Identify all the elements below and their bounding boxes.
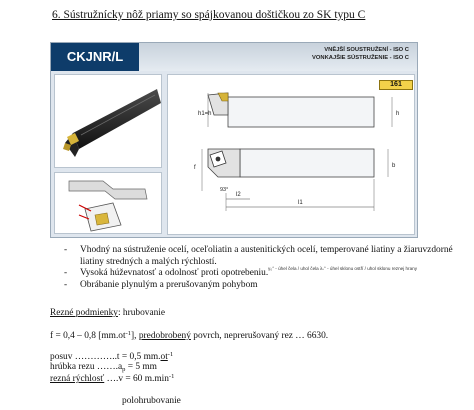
- posuv-unit: ot: [160, 352, 168, 362]
- dim-l2: l2: [236, 192, 241, 198]
- tool-holder-photo: [55, 75, 163, 169]
- hrubka-line: [50, 362, 157, 373]
- speed-exponent: -1: [168, 373, 175, 380]
- dim-l1: l1: [298, 200, 303, 206]
- catalog-subtitle: [312, 46, 409, 62]
- dimension-drawing: [168, 75, 416, 236]
- semi-roughing-label: polohrubovanie: [122, 396, 181, 406]
- feature-list: [64, 245, 464, 291]
- dim-angle: 93°: [220, 187, 229, 193]
- feed-exponent: -1: [125, 330, 132, 337]
- feed-text: f = 0,4 – 0,8 [mm.ot: [50, 331, 126, 341]
- dim-h1: h1=h: [198, 111, 212, 117]
- page-heading: 6. Sústružnícky nôž priamy so spájkovanou doštičkou zo SK typu C: [52, 9, 366, 21]
- insert-sketch: [55, 173, 163, 235]
- list-item: - Obrábanie plynulým a prerušovaným pohybom: [64, 280, 464, 292]
- speed-label: rezná rýchlosť: [50, 374, 105, 384]
- hrubka-subscript: p: [122, 366, 126, 373]
- tool-code-badge: CKJNR/L: [51, 43, 139, 71]
- insert-detail: [54, 172, 162, 234]
- tool-photo: [54, 74, 162, 168]
- feed-line: [50, 330, 328, 341]
- technical-drawing: [167, 74, 415, 235]
- dim-f: f: [194, 165, 196, 171]
- speed-value: ….v = 60 m.min: [104, 374, 169, 384]
- cutting-conditions-heading: [50, 308, 165, 318]
- subtitle-cz: VNĚJŠÍ SOUSTRUŽENÍ - ISO C: [324, 47, 409, 53]
- speed-line: [50, 373, 174, 384]
- cutting-conditions-label: Rezné podmienky: [50, 308, 118, 318]
- posuv-exponent: -1: [167, 351, 174, 358]
- surface-type: predobrobený: [138, 331, 191, 341]
- dim-h: h: [396, 111, 400, 117]
- list-item: - Vysoká húževnatosť a odolnosť proti opotrebeniu.: [64, 268, 464, 280]
- dim-b: b: [392, 163, 396, 169]
- drawing-caption: γ₀° - úhel čela / uhol čela λₛ° - úhel sklonu ostří / uhol sklonu reznej hrany: [267, 266, 417, 271]
- cutting-mode: : hrubovanie: [117, 308, 166, 318]
- posuv-line: [50, 351, 173, 362]
- hrubka-text: hrúbka rezu …….a: [50, 362, 123, 372]
- posuv-text: posuv …………..t = 0,5 mm.: [50, 352, 161, 362]
- feed-bracket: ],: [131, 331, 139, 341]
- subtitle-sk: VONKAJŠIE SÚSTRUŽENIE - ISO C: [312, 55, 409, 61]
- feed-tail: povrch, neprerušovaný rez … 6630.: [190, 331, 329, 341]
- hrubka-value: = 5 mm: [125, 362, 157, 372]
- list-item: - Vhodný na sústruženie ocelí, oceľoliatin a austenitických ocelí, temperované liatiny a žiaruvzdorné liatiny stredných a malých rýchlostí.: [64, 245, 464, 268]
- catalog-page-number: 161: [379, 80, 413, 90]
